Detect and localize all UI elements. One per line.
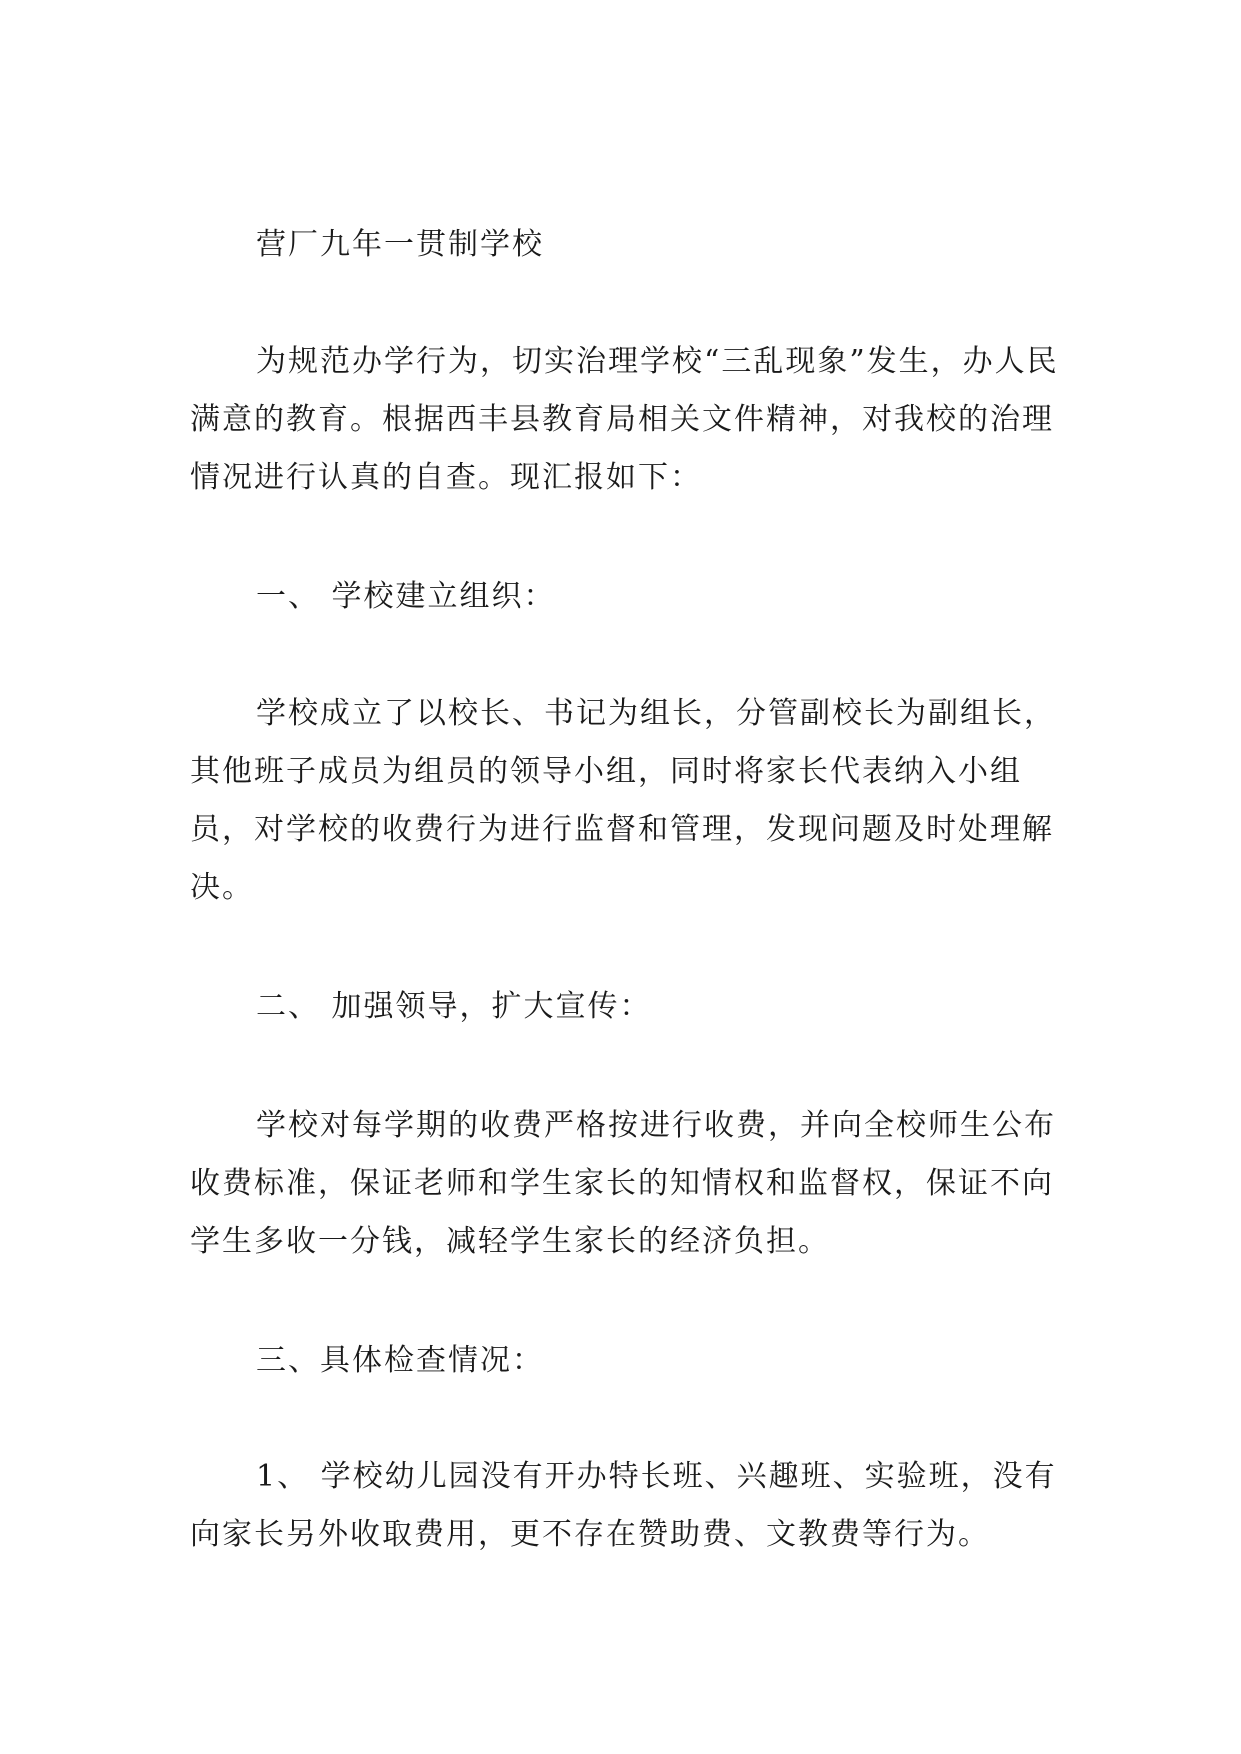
section-3-item-1: 1、 学校幼儿园没有开办特长班、兴趣班、实验班，没有向家长另外收取费用，更不存在赞助费、文教费等行为。	[190, 1459, 1057, 1552]
section-3-heading: 三、具体检查情况：	[256, 1343, 544, 1378]
section-2-heading: 二、 加强领导，扩大宣传：	[256, 989, 652, 1024]
section-1-body: 学校成立了以校长、书记为组长，分管副校长为副组长，其他班子成员为组员的领导小组，同时将家长代表纳入小组员，对学校的收费行为进行监督和管理，发现问题及时处理解决。	[190, 696, 1056, 905]
intro-paragraph: 为规范办学行为，切实治理学校“三乱现象”发生，办人民满意的教育。根据西丰县教育局相关文件精神，对我校的治理情况进行认真的自查。现汇报如下：	[190, 344, 1059, 495]
section-2-body: 学校对每学期的收费严格按进行收费，并向全校师生公布收费标准，保证老师和学生家长的知情权和监督权，保证不向学生多收一分钱，减轻学生家长的经济负担。	[190, 1108, 1056, 1259]
section-1-heading: 一、 学校建立组织：	[256, 579, 556, 614]
school-name: 营厂九年一贯制学校	[256, 227, 544, 262]
